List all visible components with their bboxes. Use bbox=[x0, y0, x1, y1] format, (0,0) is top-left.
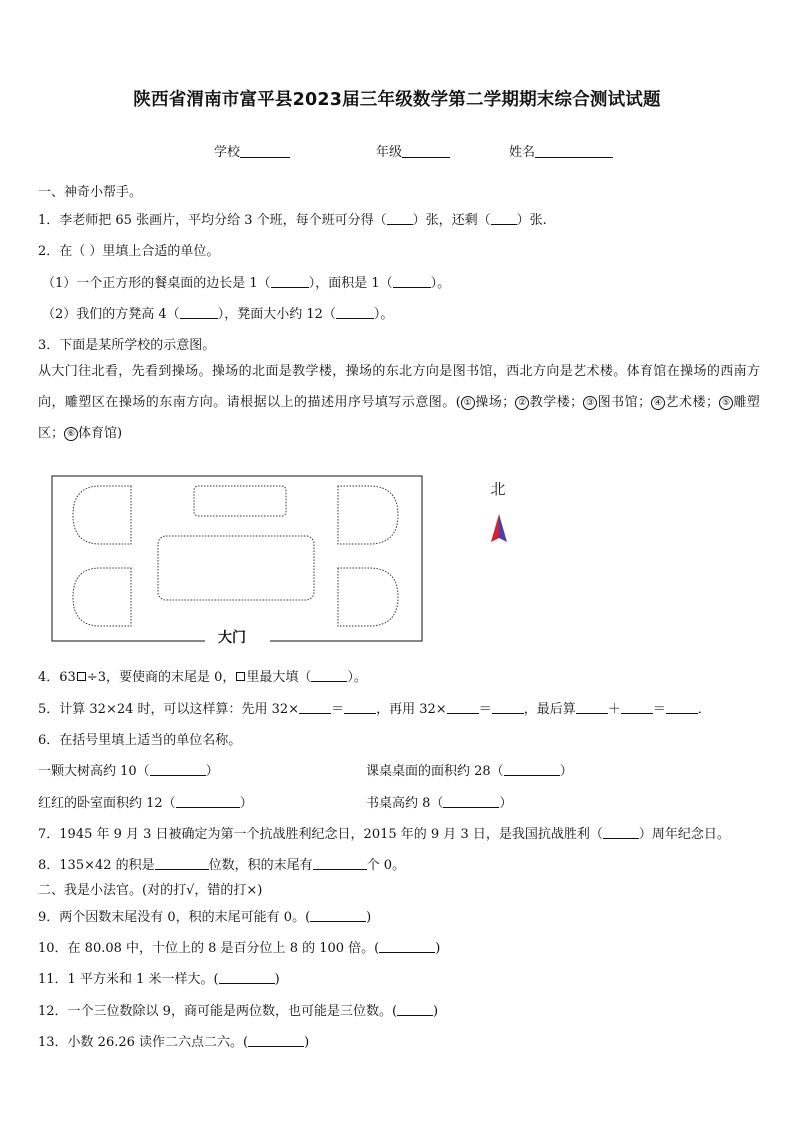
question-13 bbox=[38, 1031, 309, 1050]
q1-blank-2[interactable] bbox=[491, 212, 517, 225]
question-10 bbox=[38, 937, 440, 956]
q6-r4-text-b: ） bbox=[499, 796, 513, 811]
q3-num-1: ① bbox=[461, 396, 475, 410]
gate-label: 大门 bbox=[218, 630, 246, 646]
q2-p1-text-b: ），面积是 1（ bbox=[308, 276, 393, 291]
q1-text-a: 1．李老师把 65 张画片，平均分给 3 个班，每个班可分得（ bbox=[38, 213, 387, 228]
q8-blank-1[interactable] bbox=[155, 857, 209, 870]
q3-close-paren: ) bbox=[117, 426, 123, 441]
q10-text-b: ) bbox=[435, 941, 441, 956]
q8-text-c: 个 0。 bbox=[366, 858, 406, 873]
question-12 bbox=[38, 1000, 438, 1019]
q2-p1-text-a: （1）一个正方形的餐桌面的边长是 1（ bbox=[42, 276, 271, 291]
question-5 bbox=[38, 698, 711, 717]
q4-box-icon-2 bbox=[236, 672, 245, 681]
q12-text-b: ) bbox=[433, 1004, 439, 1019]
q5-blank-3[interactable] bbox=[447, 701, 479, 714]
name-field bbox=[509, 141, 613, 160]
q5-blank-1[interactable] bbox=[299, 701, 331, 714]
q3-num-3: ③ bbox=[583, 396, 597, 410]
q1-text-c: ）张. bbox=[516, 213, 547, 228]
q2-p2-text-b: ），凳面大小约 12（ bbox=[217, 307, 336, 322]
q6-r3-text-a: 红红的卧室面积约 12（ bbox=[38, 796, 176, 811]
q11-blank[interactable] bbox=[219, 971, 275, 984]
q6-r4-text-a: 书桌高约 8（ bbox=[366, 796, 444, 811]
grade-field bbox=[376, 141, 450, 160]
q4-text-c: 里最大填（ bbox=[246, 670, 312, 685]
q1-text-b: ）张，还剩（ bbox=[412, 213, 491, 228]
q7-text-b: ）周年纪念日。 bbox=[638, 827, 730, 842]
school-blank[interactable] bbox=[240, 144, 290, 158]
q12-text-a: 12．一个三位数除以 9，商可能是两位数，也可能是三位数。( bbox=[38, 1004, 398, 1019]
north-label: 北 bbox=[490, 480, 506, 498]
q4-text-b: ÷3，要使商的末尾是 0， bbox=[86, 670, 236, 685]
question-3-intro: 3．下面是某所学校的示意图。 bbox=[38, 338, 216, 353]
question-3-description bbox=[38, 356, 760, 449]
q7-text-a: 7．1945 年 9 月 3 日被确定为第一个抗战胜利纪念日，2015 年的 9 月 3 日，是我国抗战胜利（ bbox=[38, 827, 603, 842]
question-6-row-4 bbox=[366, 792, 512, 811]
map-boundary bbox=[52, 476, 422, 641]
question-1 bbox=[38, 209, 547, 228]
q10-blank[interactable] bbox=[379, 940, 435, 953]
q5-blank-6[interactable] bbox=[621, 701, 653, 714]
q5-plus: ＋ bbox=[607, 702, 621, 717]
q2-p1-blank-1[interactable] bbox=[271, 275, 309, 288]
q5-blank-5[interactable] bbox=[576, 701, 608, 714]
north-arrow-icon bbox=[491, 514, 507, 542]
q9-blank[interactable] bbox=[310, 909, 366, 922]
q5-end: ． bbox=[697, 702, 711, 717]
q1-blank-1[interactable] bbox=[387, 212, 413, 225]
q11-text-a: 11．1 平方米和 1 米一样大。( bbox=[38, 972, 219, 987]
section-2-heading: 二、我是小法官。(对的打√，错的打×) bbox=[38, 883, 263, 898]
q6-r4-blank[interactable] bbox=[443, 795, 499, 808]
q13-text-b: ) bbox=[304, 1035, 310, 1050]
question-6-row-2 bbox=[366, 760, 573, 779]
map-slot-northwest[interactable] bbox=[73, 486, 131, 544]
q6-r2-blank[interactable] bbox=[504, 763, 560, 776]
q3-num-2: ② bbox=[515, 396, 529, 410]
north-compass bbox=[480, 478, 520, 550]
map-slot-center[interactable] bbox=[158, 536, 314, 600]
q5-blank-2[interactable] bbox=[344, 701, 376, 714]
q2-p2-blank-1[interactable] bbox=[180, 306, 218, 319]
q6-r1-blank[interactable] bbox=[150, 763, 206, 776]
q4-blank[interactable] bbox=[311, 669, 347, 682]
q3-item-2: 教学楼； bbox=[529, 395, 584, 410]
section-1-heading: 一、神奇小帮手。 bbox=[38, 185, 143, 200]
question-4 bbox=[38, 666, 367, 685]
q5-eq-1: ＝ bbox=[331, 702, 345, 717]
q2-p2-text-c: ）。 bbox=[373, 307, 394, 322]
q6-r2-text-b: ） bbox=[559, 764, 573, 779]
q2-p1-text-c: ）。 bbox=[430, 276, 451, 291]
map-slot-southwest[interactable] bbox=[73, 568, 131, 626]
q11-text-b: ) bbox=[274, 972, 280, 987]
q13-blank[interactable] bbox=[248, 1034, 304, 1047]
q3-item-3: 图书馆； bbox=[597, 395, 652, 410]
question-9 bbox=[38, 906, 371, 925]
q6-r3-blank[interactable] bbox=[176, 795, 240, 808]
q5-eq-3: ＝ bbox=[652, 702, 666, 717]
question-8 bbox=[38, 854, 405, 873]
q3-num-4: ④ bbox=[651, 396, 665, 410]
map-slot-north[interactable] bbox=[194, 486, 286, 516]
q2-p2-text-a: （2）我们的方凳高 4（ bbox=[42, 307, 180, 322]
q8-blank-2[interactable] bbox=[313, 857, 367, 870]
school-field bbox=[214, 141, 290, 160]
question-6-row-1 bbox=[38, 760, 219, 779]
q6-r3-text-b: ） bbox=[239, 796, 253, 811]
q5-blank-4[interactable] bbox=[492, 701, 524, 714]
q5-eq-2: ＝ bbox=[478, 702, 492, 717]
q9-text-b: ) bbox=[366, 910, 372, 925]
q7-blank[interactable] bbox=[603, 826, 639, 839]
q5-text-c: ，最后算 bbox=[523, 702, 576, 717]
question-2-part-2 bbox=[42, 303, 393, 322]
q13-text-a: 13．小数 26.26 读作二六点二六。( bbox=[38, 1035, 249, 1050]
name-blank[interactable] bbox=[535, 144, 613, 158]
q5-blank-7[interactable] bbox=[666, 701, 698, 714]
q4-text-a: 4．63 bbox=[38, 670, 76, 685]
question-2-part-1 bbox=[42, 272, 450, 291]
school-map-diagram bbox=[48, 474, 426, 646]
name-label: 姓名 bbox=[509, 145, 536, 160]
q4-box-icon bbox=[77, 672, 86, 681]
q9-text-a: 9．两个因数末尾没有 0，积的末尾可能有 0。( bbox=[38, 910, 311, 925]
q3-item-4: 艺术楼； bbox=[665, 395, 719, 410]
question-11 bbox=[38, 968, 280, 987]
q5-text-a: 5．计算 32×24 时，可以这样算：先用 32× bbox=[38, 702, 300, 717]
q3-item-1: 操场； bbox=[474, 395, 516, 410]
q3-num-5: ⑤ bbox=[719, 396, 733, 410]
q12-blank[interactable] bbox=[397, 1003, 433, 1016]
q6-r1-text-b: ） bbox=[205, 764, 219, 779]
q6-r2-text-a: 课桌桌面的面积约 28（ bbox=[366, 764, 504, 779]
page-title: 陕西省渭南市富平县2023届三年级数学第二学期期末综合测试试题 bbox=[133, 90, 661, 110]
grade-label: 年级 bbox=[376, 145, 403, 160]
question-6-intro: 6．在括号里填上适当的单位名称。 bbox=[38, 733, 242, 748]
q3-num-6: ⑥ bbox=[64, 427, 78, 441]
question-2-intro: 2．在（ ）里填上合适的单位。 bbox=[38, 244, 220, 259]
q2-p1-blank-2[interactable] bbox=[393, 275, 431, 288]
q3-para-text: 从大门往北看，先看到操场。操场的北面是教学楼，操场的东北方向是图书馆，西北方向是艺术楼。体育馆在操场的西南方向，雕塑区在操场的东南方向。请根据以上的描述用序号填写示意图。( bbox=[38, 364, 760, 410]
q3-item-6: 体育馆 bbox=[78, 426, 118, 441]
q8-text-a: 8．135×42 的积是 bbox=[38, 858, 155, 873]
q10-text-a: 10．在 80.08 中，十位上的 8 是百分位上 8 的 100 倍。( bbox=[38, 941, 380, 956]
q6-r1-text-a: 一颗大树高约 10（ bbox=[38, 764, 150, 779]
map-slot-southeast[interactable] bbox=[338, 568, 398, 626]
question-6-row-3 bbox=[38, 792, 253, 811]
question-7 bbox=[38, 823, 730, 842]
q8-text-b: 位数，积的末尾有 bbox=[208, 858, 313, 873]
q2-p2-blank-2[interactable] bbox=[336, 306, 374, 319]
q3-item-5: 雕塑区； bbox=[38, 395, 760, 441]
grade-blank[interactable] bbox=[402, 144, 450, 158]
school-label: 学校 bbox=[214, 145, 241, 160]
q5-text-b: ，再用 32× bbox=[376, 702, 447, 717]
q4-text-d: ）。 bbox=[347, 670, 367, 685]
map-slot-northeast[interactable] bbox=[338, 486, 398, 544]
